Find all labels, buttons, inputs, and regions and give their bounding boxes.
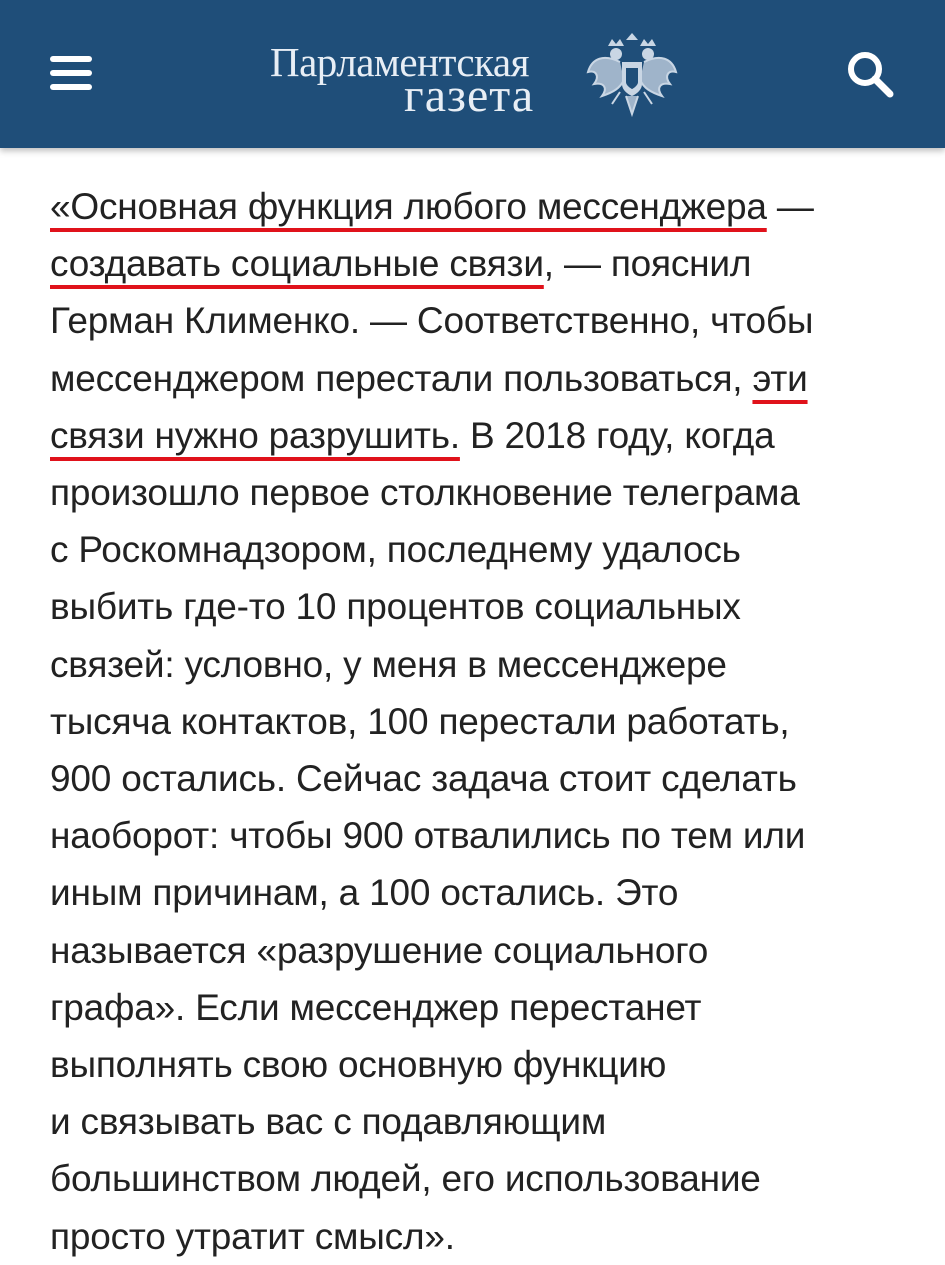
menu-bar-middle: [50, 70, 92, 76]
text-segment: выполнять свою основную функцию: [50, 1044, 667, 1086]
article-line: [50, 1150, 910, 1207]
text-segment: —: [766, 186, 814, 227]
article-line: [50, 979, 910, 1036]
site-logo[interactable]: [266, 32, 686, 122]
text-segment: называется «разрушение социального: [50, 929, 709, 971]
logo-title-line1: Парламентская: [270, 39, 529, 85]
search-icon: [842, 46, 898, 102]
text-segment: , — пояснил: [543, 243, 752, 285]
text-segment: иным причинам, а 100 остались. Это: [50, 872, 679, 914]
hamburger-menu-icon[interactable]: [44, 50, 100, 96]
article-body: [50, 178, 910, 1265]
text-segment: наоборот: чтобы 900 отвалились по тем или: [50, 815, 806, 857]
double-headed-eagle-emblem-icon: [586, 32, 678, 122]
text-segment: выбить где-то 10 процентов социальных: [50, 586, 741, 628]
article-line: [50, 864, 910, 921]
text-segment: просто утратит смысл».: [50, 1215, 455, 1257]
highlighted-text: эти: [752, 357, 808, 399]
text-segment: с Роскомнадзором, последнему удалось: [50, 529, 741, 571]
text-segment: графа». Если мессенджер перестанет: [50, 986, 702, 1028]
article-line: [50, 807, 910, 864]
article-line: [50, 464, 910, 521]
article-line: [50, 235, 910, 292]
article-line: [50, 350, 910, 407]
text-segment: связей: условно, у меня в мессенджере: [50, 643, 727, 685]
text-segment: большинством людей, его использование: [50, 1158, 761, 1200]
text-segment: мессенджером перестали пользоваться,: [50, 357, 753, 399]
article-line: [50, 521, 910, 578]
article-line: [50, 407, 910, 464]
text-segment: и связывать вас с подавляющим: [50, 1101, 607, 1143]
article-quote-paragraph: [50, 178, 910, 1265]
article-line: [50, 922, 910, 979]
article-line: [50, 1208, 910, 1265]
article-line: [50, 750, 910, 807]
highlighted-text: «Основная функция любого мессенджера: [50, 186, 767, 227]
highlighted-text: связи нужно разрушить.: [50, 414, 460, 456]
article-line: [50, 292, 910, 349]
menu-bar-bottom: [50, 84, 92, 90]
menu-bar-top: [50, 56, 92, 62]
article-line: [50, 1036, 910, 1093]
article-line: [50, 693, 910, 750]
logo-title-line2: газета: [404, 69, 535, 122]
text-segment: тысяча контактов, 100 перестали работать,: [50, 700, 790, 742]
text-segment: 900 остались. Сейчас задача стоит сделать: [50, 758, 797, 800]
text-segment: В 2018 году, когда: [459, 414, 775, 456]
highlighted-text: создавать социальные связи: [50, 243, 544, 285]
site-header: [0, 0, 945, 148]
article-line: [50, 636, 910, 693]
article-line: [50, 1093, 910, 1150]
article-line: [50, 578, 910, 635]
text-segment: произошло первое столкновение телеграма: [50, 472, 800, 514]
text-segment: Герман Клименко. — Соответственно, чтобы: [50, 300, 814, 342]
article-line: [50, 178, 910, 235]
search-button[interactable]: [842, 46, 898, 102]
